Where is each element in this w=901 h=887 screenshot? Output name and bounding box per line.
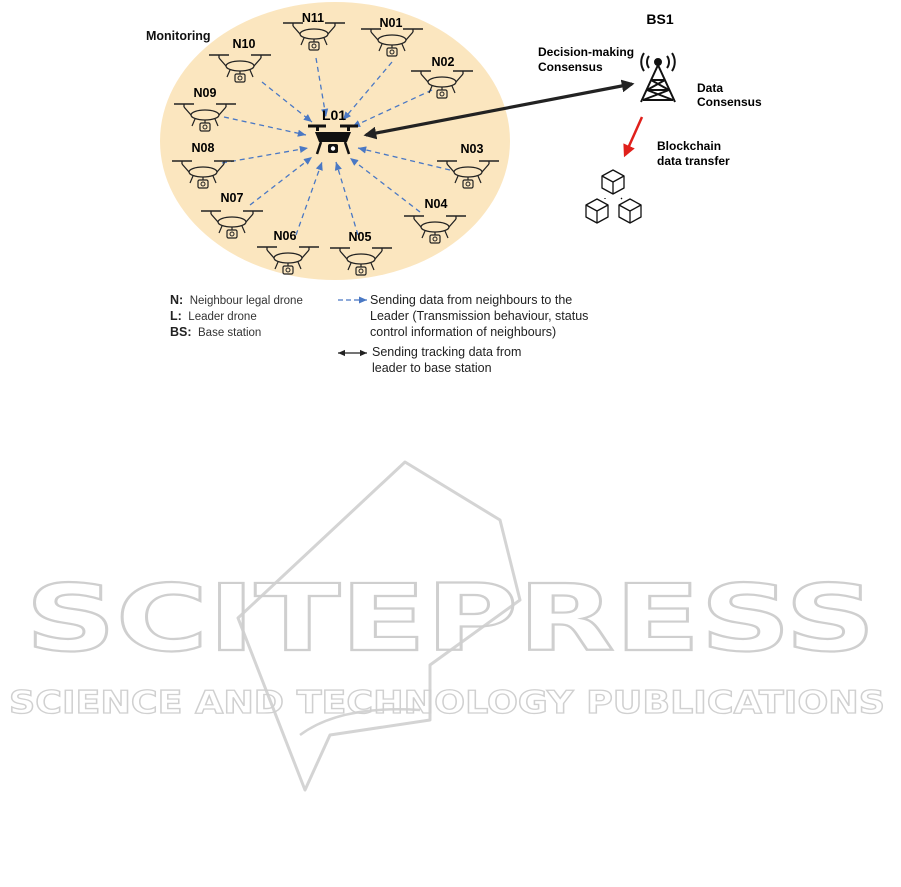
legend-n-text: Neighbour legal drone	[189, 295, 303, 307]
watermark	[9, 462, 885, 790]
base-station-label: BS1	[646, 11, 674, 27]
watermark-sub: SCIENCE AND TECHNOLOGY PUBLICATIONS	[9, 685, 885, 721]
drone-label-n01: N01	[379, 16, 403, 30]
blockchain-cubes-icon	[586, 170, 641, 223]
data-consensus-label-2: Consensus	[697, 95, 762, 109]
legend-l	[170, 309, 257, 323]
legend-n-key: N:	[170, 293, 184, 307]
drone-label-n10: N10	[232, 37, 256, 51]
legend-solid-line2: leader to base station	[372, 361, 492, 375]
legend-dashed-line1: Sending data from neighbours to the	[370, 293, 573, 307]
legend-bs-text: Base station	[198, 327, 262, 339]
legend-solid-line1: Sending tracking data from	[372, 345, 522, 359]
drone-label-n11: N11	[301, 11, 325, 25]
drone-label-n05: N05	[348, 230, 372, 244]
decision-consensus-label-2: Consensus	[538, 60, 603, 74]
decision-consensus-label-1: Decision-making	[538, 45, 635, 59]
drone-label-n07: N07	[220, 191, 244, 205]
blockchain-label-1: Blockchain	[657, 139, 722, 153]
watermark-main: SCITEPRESS	[25, 565, 876, 672]
legend-dashed-line3: control information of neighbours)	[370, 325, 557, 339]
legend-n	[170, 293, 303, 307]
drone-label-n04: N04	[424, 197, 448, 211]
legend-l-key: L:	[170, 309, 182, 323]
blockchain-transfer-arrow	[625, 117, 642, 155]
legend	[170, 293, 588, 375]
leader-label: L01	[321, 107, 347, 123]
drone-label-n06: N06	[273, 229, 297, 243]
drone-label-n09: N09	[193, 86, 217, 100]
drone-label-n02: N02	[431, 55, 455, 69]
drone-label-n03: N03	[460, 142, 484, 156]
legend-l-text: Leader drone	[188, 311, 257, 323]
blockchain-label-2: data transfer	[657, 154, 730, 168]
data-consensus-label-1: Data	[697, 81, 724, 95]
base-station-tower-icon	[641, 53, 675, 102]
legend-bs-key: BS:	[170, 325, 192, 339]
legend-bs	[170, 325, 261, 339]
drone-label-n08: N08	[191, 141, 215, 155]
legend-dashed-line2: Leader (Transmission behaviour, status	[370, 309, 589, 323]
monitoring-label: Monitoring	[146, 29, 211, 43]
